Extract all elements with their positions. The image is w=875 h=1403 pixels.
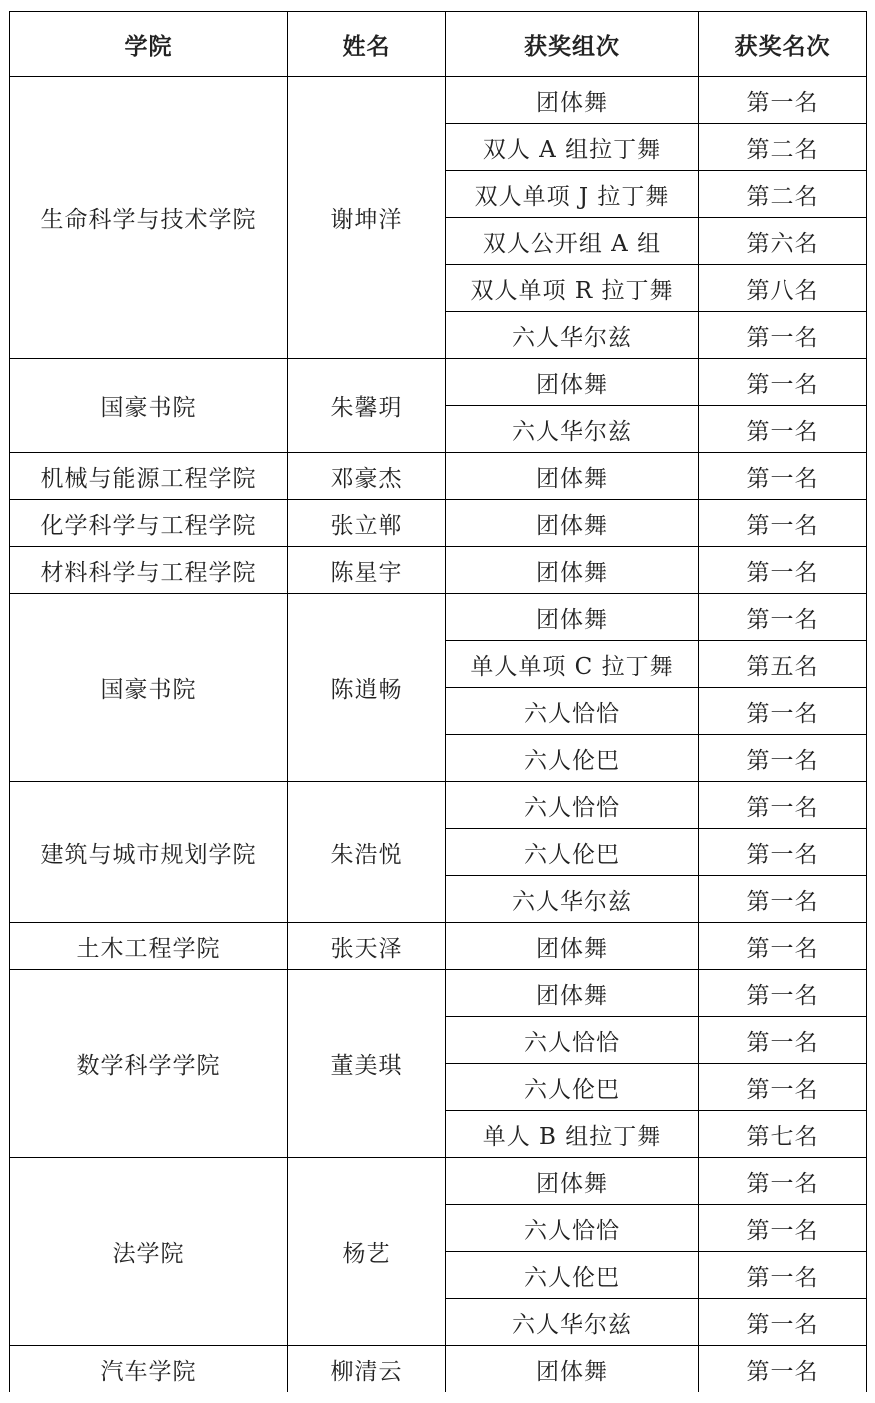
event-cell: 团体舞 [446, 1158, 699, 1205]
rank-cell: 第二名 [699, 124, 867, 171]
name-cell: 柳清云 [288, 1346, 446, 1393]
rank-cell: 第一名 [699, 876, 867, 923]
event-cell: 单人单项 C 拉丁舞 [446, 641, 699, 688]
rank-cell: 第一名 [699, 406, 867, 453]
table-row [10, 547, 867, 594]
event-cell: 团体舞 [446, 970, 699, 1017]
table-row [10, 500, 867, 547]
rank-cell: 第一名 [699, 1252, 867, 1299]
table-body [10, 77, 867, 1393]
header-name: 姓名 [288, 12, 446, 77]
event-cell: 双人单项 J 拉丁舞 [446, 171, 699, 218]
event-cell: 六人华尔兹 [446, 876, 699, 923]
table-row [10, 594, 867, 641]
college-cell: 数学科学学院 [10, 970, 288, 1158]
rank-cell: 第一名 [699, 829, 867, 876]
rank-cell: 第一名 [699, 1064, 867, 1111]
name-cell: 张天泽 [288, 923, 446, 970]
header-rank: 获奖名次 [699, 12, 867, 77]
college-cell: 国豪书院 [10, 359, 288, 453]
event-cell: 六人恰恰 [446, 1017, 699, 1064]
event-cell: 团体舞 [446, 453, 699, 500]
rank-cell: 第一名 [699, 688, 867, 735]
college-cell: 生命科学与技术学院 [10, 77, 288, 359]
name-cell: 张立郸 [288, 500, 446, 547]
rank-cell: 第五名 [699, 641, 867, 688]
name-cell: 杨艺 [288, 1158, 446, 1346]
rank-cell: 第一名 [699, 359, 867, 406]
table-row [10, 453, 867, 500]
event-cell: 团体舞 [446, 923, 699, 970]
header-college: 学院 [10, 12, 288, 77]
award-table [9, 11, 867, 1392]
name-cell: 朱浩悦 [288, 782, 446, 923]
event-cell: 六人伦巴 [446, 1064, 699, 1111]
event-cell: 双人 A 组拉丁舞 [446, 124, 699, 171]
college-cell: 土木工程学院 [10, 923, 288, 970]
event-cell: 团体舞 [446, 1346, 699, 1393]
event-cell: 六人恰恰 [446, 782, 699, 829]
event-cell: 团体舞 [446, 359, 699, 406]
name-cell: 陈逍畅 [288, 594, 446, 782]
table-row [10, 970, 867, 1017]
college-cell: 材料科学与工程学院 [10, 547, 288, 594]
name-cell: 谢坤洋 [288, 77, 446, 359]
table-row [10, 1158, 867, 1205]
event-cell: 团体舞 [446, 500, 699, 547]
event-cell: 六人恰恰 [446, 688, 699, 735]
event-cell: 六人华尔兹 [446, 312, 699, 359]
rank-cell: 第一名 [699, 1205, 867, 1252]
rank-cell: 第一名 [699, 1299, 867, 1346]
rank-cell: 第一名 [699, 500, 867, 547]
rank-cell: 第一名 [699, 453, 867, 500]
event-cell: 团体舞 [446, 594, 699, 641]
header-event: 获奖组次 [446, 12, 699, 77]
name-cell: 朱馨玥 [288, 359, 446, 453]
table-header [10, 12, 867, 77]
college-cell: 汽车学院 [10, 1346, 288, 1393]
college-cell: 建筑与城市规划学院 [10, 782, 288, 923]
header-row [10, 12, 867, 77]
rank-cell: 第一名 [699, 1346, 867, 1393]
event-cell: 双人公开组 A 组 [446, 218, 699, 265]
table-row [10, 359, 867, 406]
event-cell: 六人伦巴 [446, 829, 699, 876]
rank-cell: 第七名 [699, 1111, 867, 1158]
event-cell: 单人 B 组拉丁舞 [446, 1111, 699, 1158]
table-row [10, 1346, 867, 1393]
table-row [10, 77, 867, 124]
college-cell: 法学院 [10, 1158, 288, 1346]
rank-cell: 第一名 [699, 1158, 867, 1205]
rank-cell: 第六名 [699, 218, 867, 265]
name-cell: 邓豪杰 [288, 453, 446, 500]
table-row [10, 782, 867, 829]
table-row [10, 923, 867, 970]
college-cell: 机械与能源工程学院 [10, 453, 288, 500]
college-cell: 化学科学与工程学院 [10, 500, 288, 547]
rank-cell: 第二名 [699, 171, 867, 218]
college-cell: 国豪书院 [10, 594, 288, 782]
rank-cell: 第八名 [699, 265, 867, 312]
rank-cell: 第一名 [699, 735, 867, 782]
event-cell: 团体舞 [446, 77, 699, 124]
name-cell: 董美琪 [288, 970, 446, 1158]
event-cell: 六人伦巴 [446, 735, 699, 782]
rank-cell: 第一名 [699, 782, 867, 829]
rank-cell: 第一名 [699, 594, 867, 641]
rank-cell: 第一名 [699, 547, 867, 594]
name-cell: 陈星宇 [288, 547, 446, 594]
event-cell: 六人伦巴 [446, 1252, 699, 1299]
rank-cell: 第一名 [699, 1017, 867, 1064]
event-cell: 双人单项 R 拉丁舞 [446, 265, 699, 312]
event-cell: 六人华尔兹 [446, 406, 699, 453]
event-cell: 六人华尔兹 [446, 1299, 699, 1346]
rank-cell: 第一名 [699, 77, 867, 124]
event-cell: 团体舞 [446, 547, 699, 594]
rank-cell: 第一名 [699, 312, 867, 359]
event-cell: 六人恰恰 [446, 1205, 699, 1252]
rank-cell: 第一名 [699, 970, 867, 1017]
rank-cell: 第一名 [699, 923, 867, 970]
